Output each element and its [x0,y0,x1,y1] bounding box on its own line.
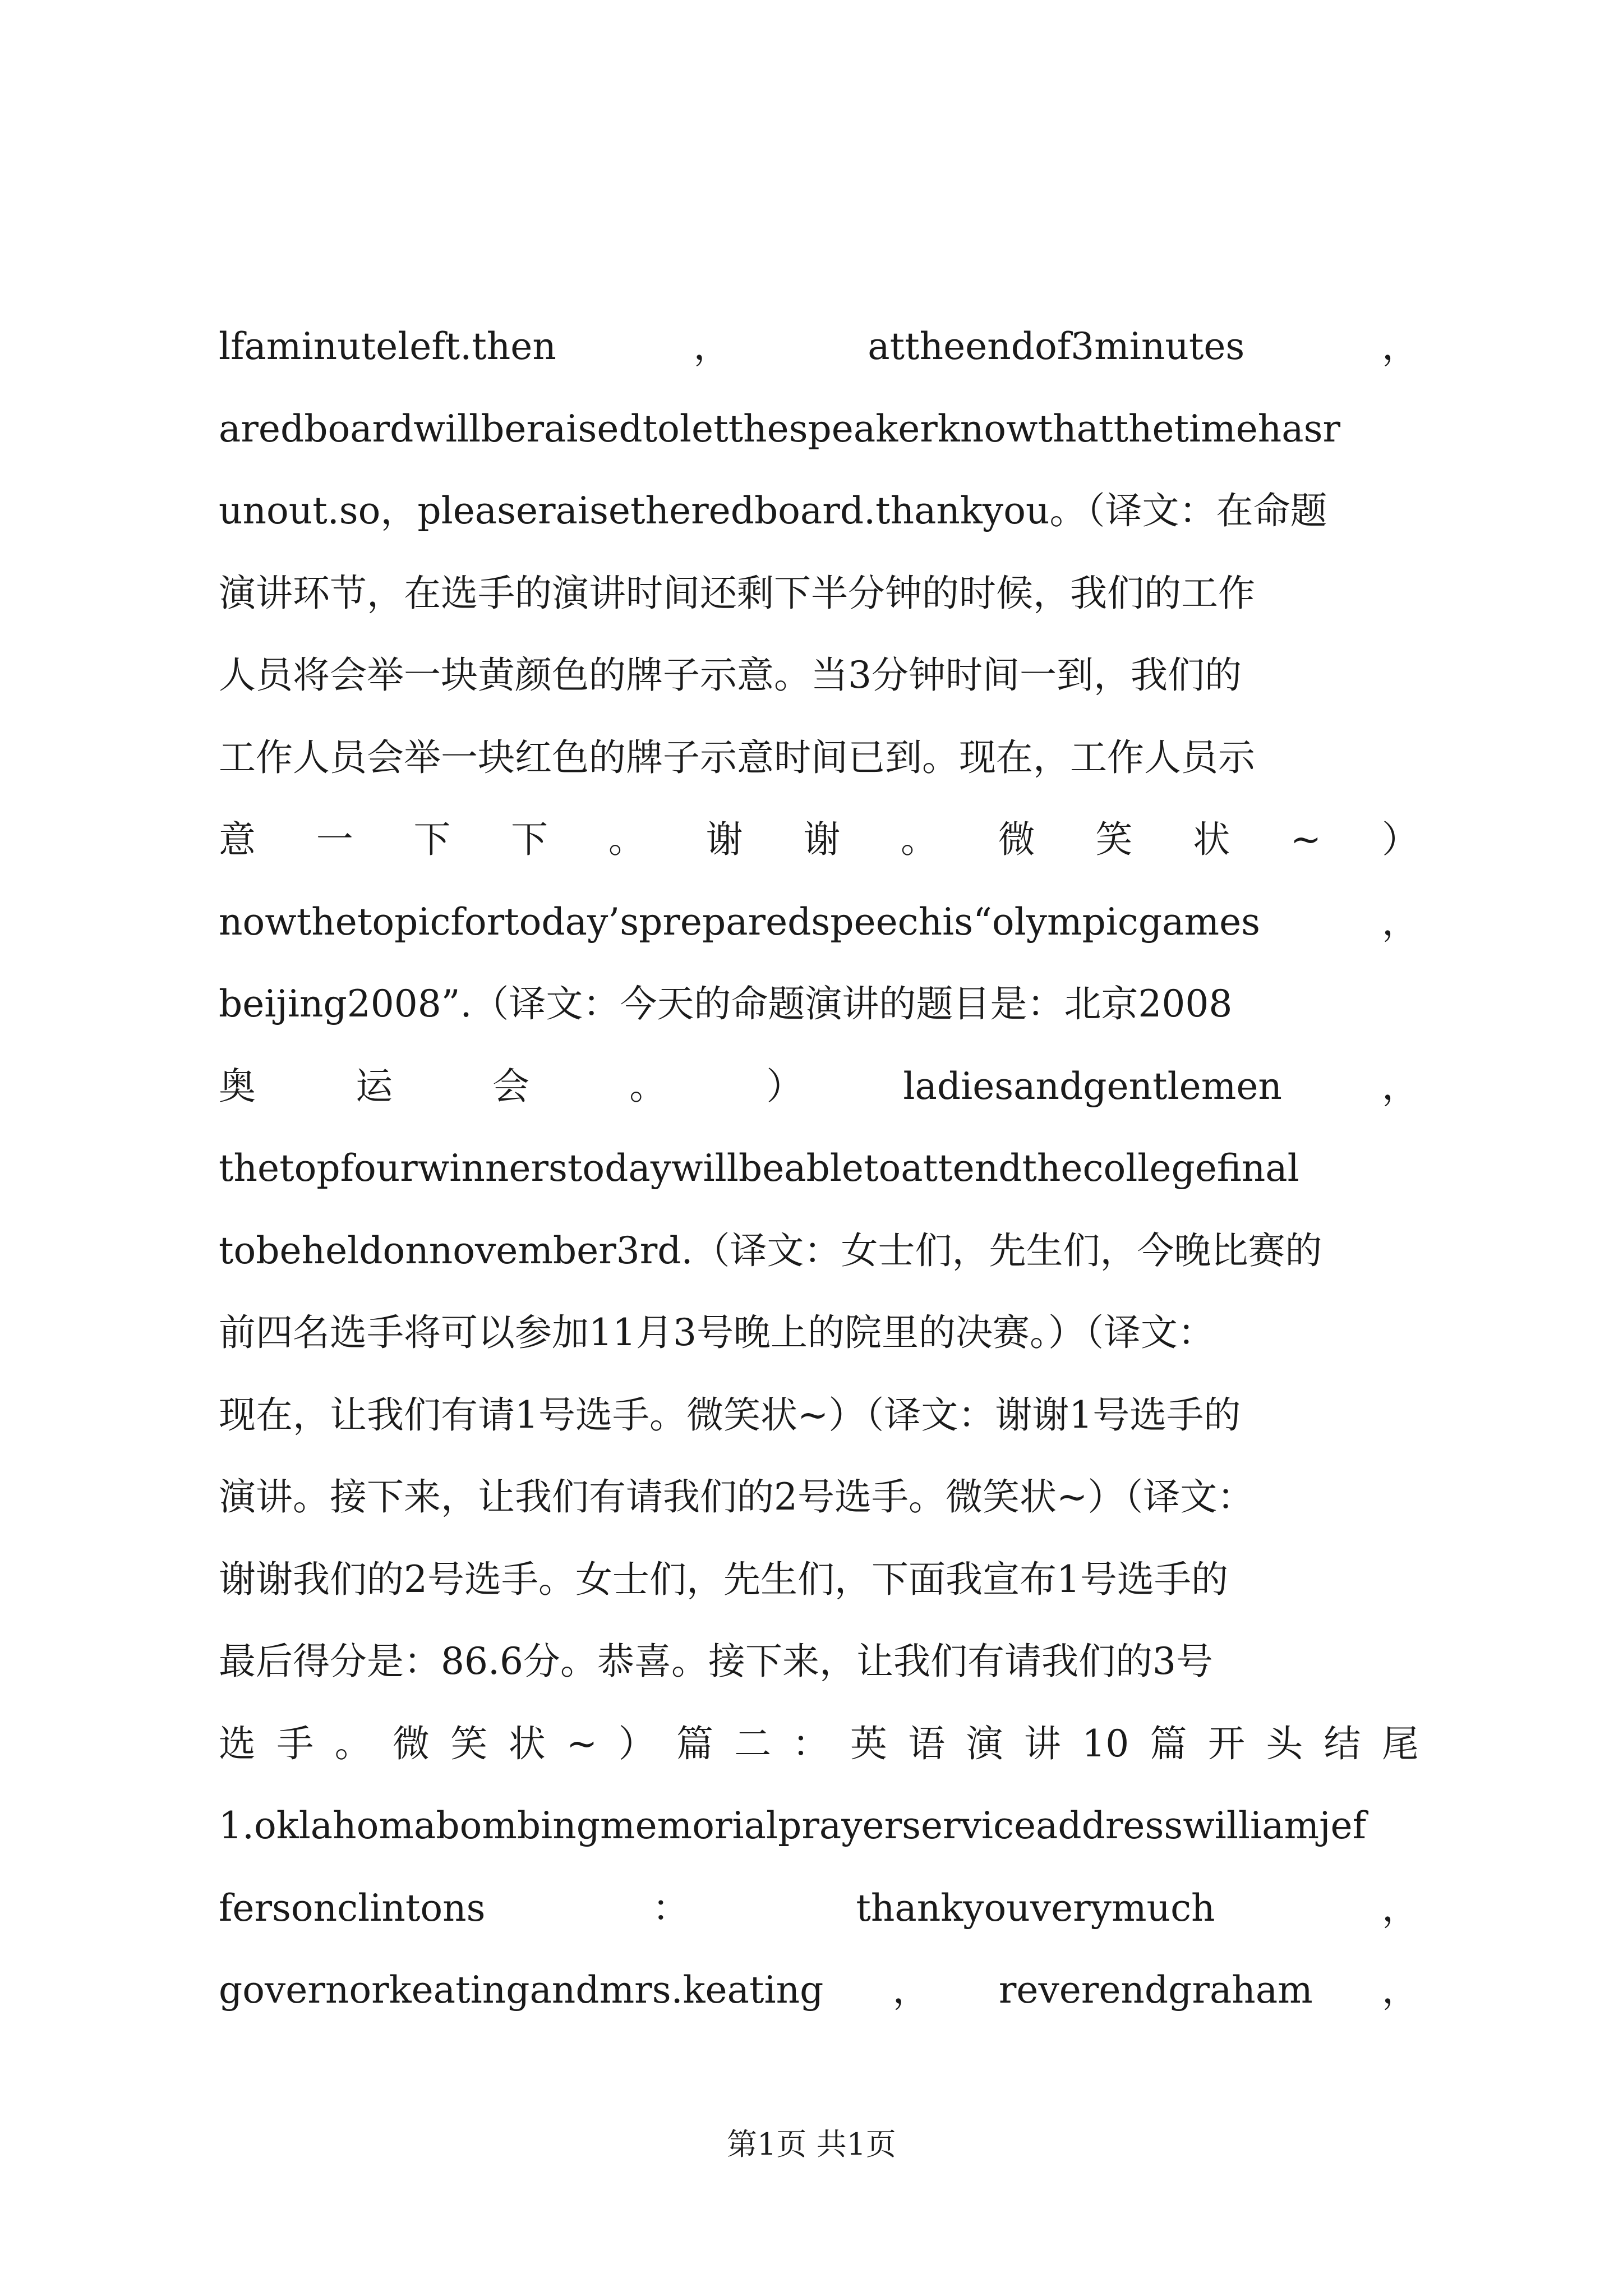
text-segment: ： [652,1886,689,1930]
text-segment: 头 [1266,1722,1303,1765]
text-line [219,1703,1419,1786]
text-segment: 人员将会举一块黄颜色的牌子示意。当3分钟时间一到，我们的 [219,654,1242,697]
text-line [219,1046,1419,1128]
text-segment: 演讲。接下来，让我们有请我们的2号选手。微笑状~）（译文： [219,1475,1255,1519]
text-line [219,388,1419,471]
text-segment: 下 [511,818,548,861]
text-segment: 二 [734,1722,772,1765]
text-segment: 。 [334,1722,372,1765]
text-segment: 下 [413,818,451,861]
text-segment: ） [766,1064,804,1108]
text-segment: aredboardwillberaisedtoletthespeakerknowthatthetimehasr [219,407,1341,450]
text-segment: 谢 [706,818,743,861]
text-segment: 篇 [676,1722,713,1765]
text-segment: reverendgraham [998,1968,1313,2012]
text-segment: 最后得分是：86.6分。恭喜。接下来，让我们有请我们的3号 [219,1640,1213,1683]
text-segment: 奥 [219,1064,256,1108]
text-segment: 开 [1207,1722,1245,1765]
text-segment: 状 [508,1722,546,1765]
text-segment: 现在，让我们有请1号选手。微笑状~）（译文：谢谢1号选手的 [219,1393,1241,1437]
text-line [219,1949,1419,2032]
text-segment: 微 [998,818,1035,861]
text-segment: 语 [908,1722,946,1765]
text-line [219,1210,1419,1292]
text-line [219,881,1419,964]
text-segment: 微 [392,1722,430,1765]
text-segment: attheendof3minutes [868,325,1245,368]
text-segment: ， [1381,1064,1419,1108]
text-segment: 。 [629,1064,667,1108]
text-segment: 10 [1082,1722,1129,1765]
text-segment: 谢谢我们的2号选手。女士们，先生们，下面我宣布1号选手的 [219,1557,1228,1601]
text-segment: 1.oklahomabombingmemorialprayerserviceaddresswilliamjef [219,1804,1367,1847]
text-segment: thankyouverymuch [856,1886,1215,1930]
text-segment: 工作人员会举一块红色的牌子示意时间已到。现在，工作人员示 [219,735,1255,779]
text-line [219,1539,1419,1621]
text-segment: 。 [608,818,645,861]
text-segment: ： [792,1722,829,1765]
text-line [219,1621,1419,1703]
text-segment: ， [693,325,731,368]
text-line [219,1374,1419,1457]
text-segment: ， [1381,325,1419,368]
text-segment: ） [1381,818,1419,861]
text-line [219,1292,1419,1374]
text-segment: 结 [1324,1722,1361,1765]
text-segment: thetopfourwinnerstodaywillbeabletoattendthecollegefinal [219,1147,1299,1190]
text-segment: fersonclintons [219,1886,486,1930]
text-segment: 讲 [1023,1722,1061,1765]
text-segment: beijing2008”.（译文：今天的命题演讲的题目是：北京2008 [219,982,1233,1025]
text-segment: ~ [566,1722,598,1765]
text-segment: 篇 [1150,1722,1187,1765]
text-line [219,799,1419,881]
text-line [219,1456,1419,1539]
text-segment: ladiesandgentlemen [903,1064,1282,1108]
text-segment: lfaminuteleft.then [219,325,556,368]
text-segment: 英 [850,1722,887,1765]
text-segment: ， [892,1968,930,2012]
text-segment: tobeheldonnovember3rd.（译文：女士们，先生们，今晚比赛的 [219,1228,1322,1272]
text-line [219,470,1419,553]
text-segment: 会 [492,1064,530,1108]
text-line [219,1785,1419,1867]
text-segment: ， [1382,900,1419,944]
text-segment: unout.so，pleaseraisetheredboard.thankyou。（译文：在命题 [219,489,1327,532]
text-segment: ， [1382,1968,1419,2012]
body-text [219,306,1419,2032]
text-line [219,963,1419,1046]
text-segment: ~ [1290,818,1322,861]
text-segment: 尾 [1381,1722,1419,1765]
text-segment: 选 [219,1722,256,1765]
text-segment: 一 [316,818,353,861]
text-segment: governorkeatingandmrs.keating [219,1968,824,2012]
text-segment: 演 [966,1722,1003,1765]
text-segment: 笑 [1095,818,1133,861]
text-segment: 运 [356,1064,393,1108]
text-segment: 前四名选手将可以参加11月3号晚上的院里的决赛。）（译文： [219,1311,1215,1354]
text-segment: nowthetopicfortoday’spreparedspeechis“olympicgames [219,900,1260,944]
text-segment: 谢 [803,818,841,861]
text-segment: ， [1382,1886,1419,1930]
text-line [219,1128,1419,1210]
text-line [219,717,1419,799]
text-segment: 演讲环节，在选手的演讲时间还剩下半分钟的时候，我们的工作 [219,571,1255,615]
text-segment: 手 [276,1722,314,1765]
text-line [219,306,1419,388]
text-segment: 状 [1193,818,1230,861]
text-line [219,1867,1419,1950]
text-segment: 笑 [450,1722,488,1765]
page-footer: 第1页 共1页 [727,2127,896,2162]
text-segment: 意 [219,818,256,861]
text-line [219,634,1419,717]
text-segment: 。 [901,818,938,861]
text-line [219,553,1419,635]
text-segment: ） [618,1722,656,1765]
